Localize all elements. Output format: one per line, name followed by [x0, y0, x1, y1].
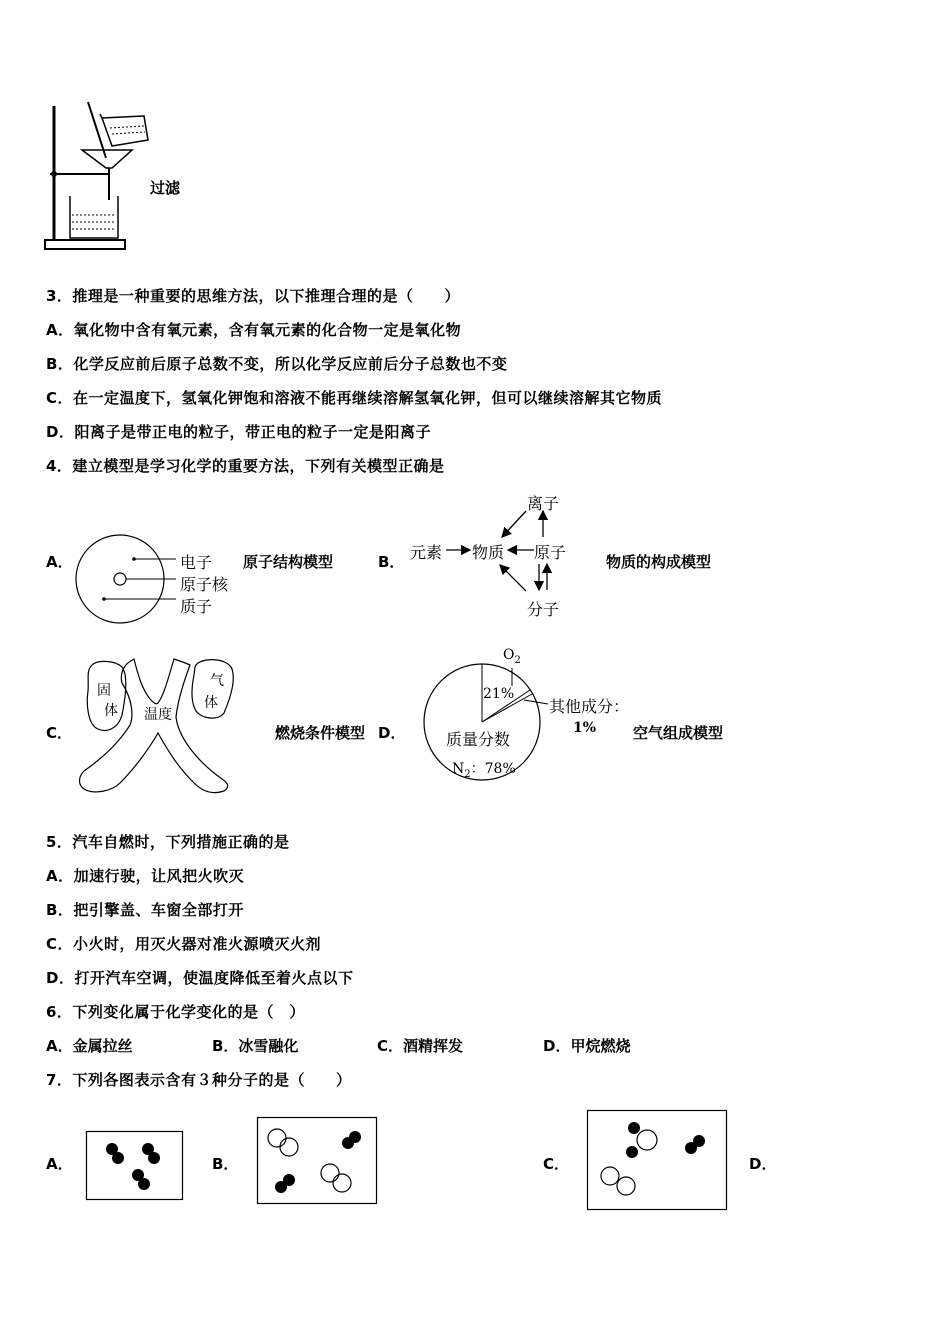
air-n2-subscript: 2: [464, 768, 471, 780]
q6-option-d: D．甲烷燃烧: [543, 1037, 631, 1055]
q6-option-b: B．冰雪融化: [212, 1037, 299, 1055]
q7-label-d: D．: [749, 1155, 777, 1173]
atom-proton-label: 质子: [180, 597, 213, 616]
air-o2-label: [503, 647, 521, 666]
q3-stem: 3．推理是一种重要的思维方法，以下推理合理的是（ ）: [46, 287, 460, 305]
matter-molecule-label: 分子: [527, 600, 560, 619]
q4-b-caption: 物质的构成模型: [606, 553, 712, 571]
q4-b-letter: B．: [378, 553, 405, 571]
matter-atom-label: 原子: [534, 543, 567, 562]
air-o2-subscript: 2: [514, 654, 521, 666]
matter-element-label: 元素: [410, 543, 443, 562]
combustion-temperature-label: 温度: [144, 707, 172, 723]
q7-box-b: [257, 1117, 378, 1205]
combustion-gas-char1: 气: [210, 673, 224, 689]
matter-substance-label: 物质: [472, 543, 505, 562]
filtration-apparatus-figure: [40, 100, 150, 255]
air-others-percent: 1%: [573, 720, 597, 736]
atom-nucleus-label: 原子核: [180, 575, 229, 594]
q5-option-c: C．小火时，用灭火器对准火源喷灭火剂: [46, 935, 322, 953]
q5-option-d: D．打开汽车空调，使温度降低至着火点以下: [46, 969, 354, 987]
q6-stem: 6．下列变化属于化学变化的是（ ）: [46, 1003, 305, 1021]
matter-ion-label: 离子: [527, 494, 560, 513]
air-o2-symbol: O: [503, 647, 515, 663]
filtration-label: 过滤: [150, 179, 181, 197]
q5-stem: 5．汽车自燃时，下列措施正确的是: [46, 833, 290, 851]
q4-a-caption: 原子结构模型: [243, 553, 334, 571]
q5-option-b: B．把引擎盖、车窗全部打开: [46, 901, 244, 919]
air-n2-label: [452, 758, 516, 780]
combustion-gas-char2: 体: [204, 695, 218, 711]
q3-option-d: D．阳离子是带正电的粒子，带正电的粒子一定是阳离子: [46, 423, 431, 441]
q4-d-letter: D．: [378, 724, 406, 742]
q3-option-b: B．化学反应前后原子总数不变，所以化学反应前后分子总数也不变: [46, 355, 508, 373]
q4-a-letter: A．: [46, 553, 73, 571]
q5-option-a: A．加速行驶，让风把火吹灭: [46, 867, 245, 885]
q7-box-a: [86, 1131, 184, 1201]
q7-label-c: C．: [543, 1155, 570, 1173]
combustion-solid-char2: 体: [104, 703, 118, 719]
air-mass-fraction-label: 质量分数: [446, 730, 511, 749]
q3-option-c: C．在一定温度下，氢氧化钾饱和溶液不能再继续溶解氢氧化钾，但可以继续溶解其它物质: [46, 389, 663, 407]
air-o2-percent: 21%: [483, 686, 515, 702]
q6-option-c: C．酒精挥发: [377, 1037, 464, 1055]
q7-stem: 7．下列各图表示含有３种分子的是（ ）: [46, 1071, 352, 1089]
air-others-label: 其他成分：: [549, 697, 630, 716]
air-n2-percent: ：78%: [470, 761, 516, 777]
q4-d-caption: 空气组成模型: [633, 724, 724, 742]
q3-option-a: A．氧化物中含有氧元素，含有氧元素的化合物一定是氧化物: [46, 321, 462, 339]
q7-box-c: [587, 1110, 728, 1211]
q6-option-a: A．金属拉丝: [46, 1037, 133, 1055]
q7-label-a: A．: [46, 1155, 73, 1173]
q4-c-letter: C．: [46, 724, 73, 742]
combustion-solid-char1: 固: [97, 683, 111, 699]
q4-c-caption: 燃烧条件模型: [275, 724, 366, 742]
matter-arrows-diagram: [400, 485, 580, 615]
atom-electron-label: 电子: [180, 553, 213, 572]
q7-label-b: B．: [212, 1155, 239, 1173]
air-n2-symbol: N: [452, 761, 465, 777]
q4-stem: 4．建立模型是学习化学的重要方法，下列有关模型正确是: [46, 457, 445, 475]
